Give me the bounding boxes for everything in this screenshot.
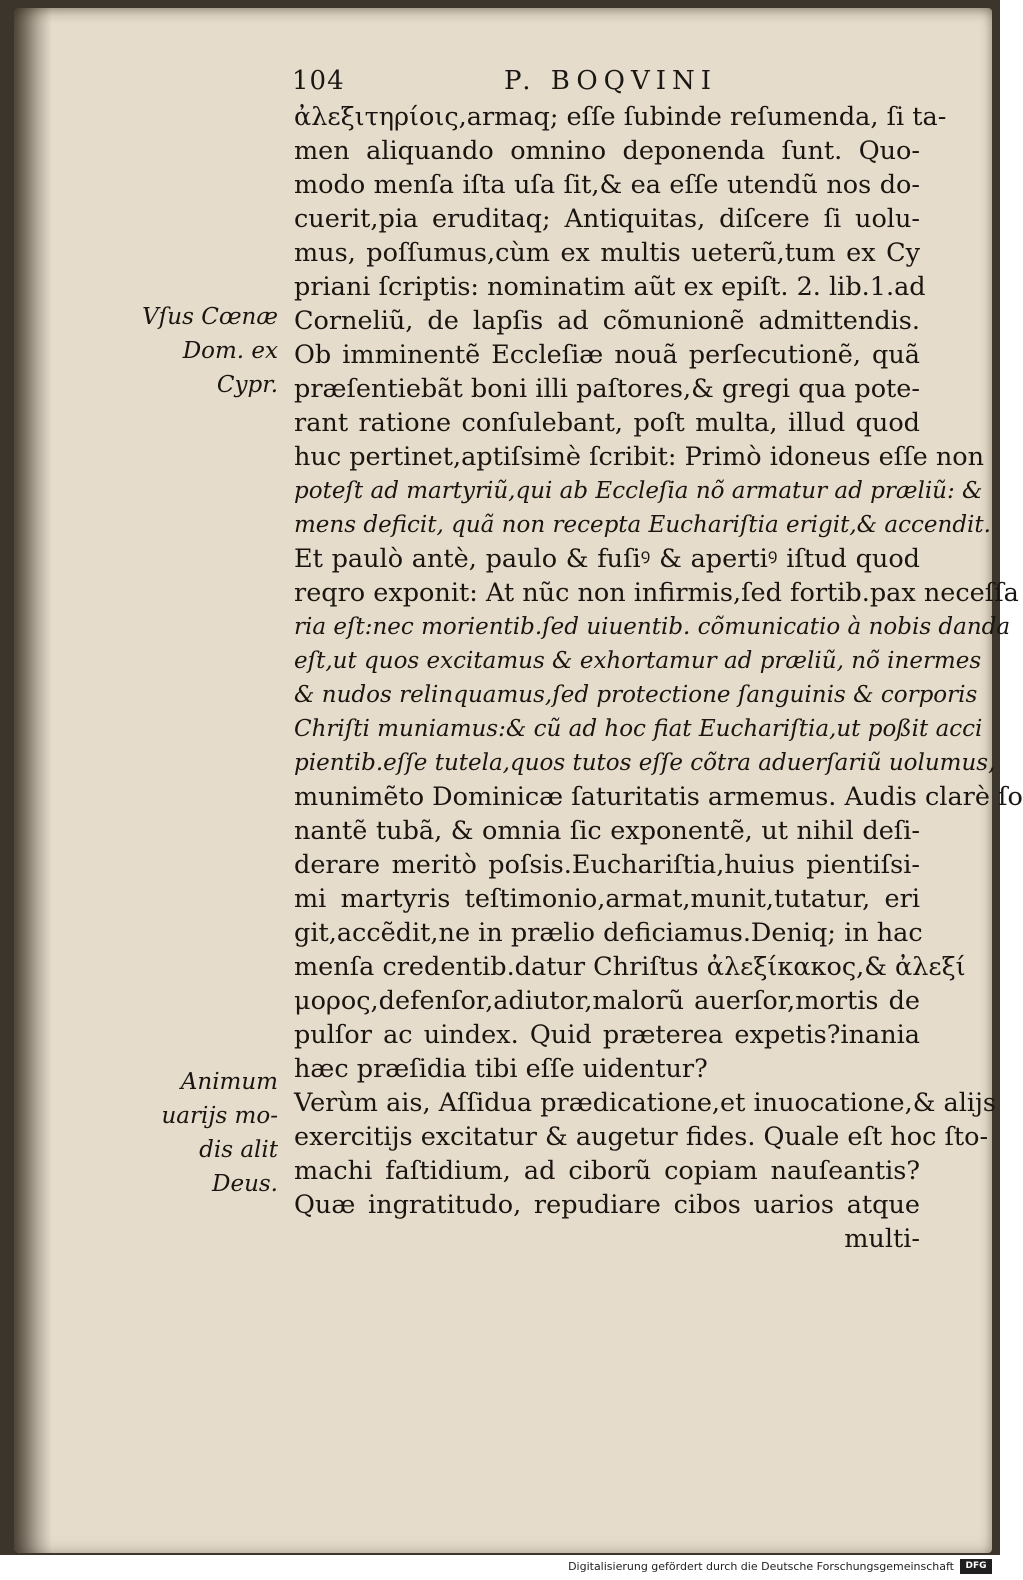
text-line: mi martyris teſtimonio,armat,munit,tutatur, eri bbox=[294, 884, 920, 914]
page-number: 104 bbox=[292, 66, 345, 96]
text-line: rant ratione conſulebant, poſt multa, illud quod bbox=[294, 408, 920, 438]
footer-credit: Digitalisierung gefördert durch die Deutsche Forschungsgemeinschaft bbox=[568, 1560, 954, 1573]
margin-note-line: Deus. bbox=[212, 1171, 278, 1197]
text-line: Verùm ais, Aſſidua prædicatione,et inuocatione,& alijs bbox=[294, 1088, 997, 1118]
text-line: exercitijs excitatur & augetur fides. Quale eſt hoc ſto- bbox=[294, 1122, 989, 1152]
text-line: cuerit,pia eruditaq; Antiquitas, diſcere ſi uolu- bbox=[294, 204, 920, 234]
text-line: mens deficit, quã non recepta Euchariſtia erigit,& accendit. bbox=[294, 512, 991, 538]
text-line: poteſt ad martyriũ,qui ab Eccleſia nõ armatur ad præliũ: & bbox=[294, 478, 983, 504]
text-line: eſt,ut quos excitamus & exhortamur ad præliũ, nõ inermes bbox=[294, 648, 982, 674]
text-line: ἀλεξιτηρίοις,armaq; eſſe ſubinde reſumenda, ſi ta- bbox=[294, 102, 947, 132]
text-line: Chriſti muniamus:& cũ ad hoc fiat Euchariſtia,ut poßit acci bbox=[294, 716, 983, 742]
margin-note-line: Cypr. bbox=[216, 372, 278, 398]
text-line: munimẽto Dominicæ ſaturitatis armemus. Audis clarè ſo bbox=[294, 782, 1023, 812]
text-line: derare meritò poſsis.Euchariſtia,huius pientiſsi- bbox=[294, 850, 920, 880]
text-line: git,accẽdit,ne in prælio deficiamus.Deniq; in hac bbox=[294, 918, 923, 948]
margin-note-animum bbox=[138, 1065, 278, 1201]
text-line: nantẽ tubã, & omnia ſic exponentẽ, ut nihil deſi- bbox=[294, 816, 920, 846]
margin-note-line: Dom. ex bbox=[182, 338, 278, 364]
text-line: modo menſa iſta uſa ſit,& ea eſſe utendũ nos do- bbox=[294, 170, 920, 200]
digitization-footer bbox=[0, 1555, 1000, 1580]
text-line: pientib.eſſe tutela,quos tutos eſſe cõtra aduerſariũ uolumus, bbox=[294, 750, 996, 776]
text-line: & nudos relinquamus,ſed protectione ſanguinis & corporis bbox=[294, 682, 978, 708]
text-line: men aliquando omnino deponenda ſunt. Quo- bbox=[294, 136, 920, 166]
running-head-title: P. BOQVINI bbox=[504, 66, 718, 96]
text-line: præſentiebãt boni illi paſtores,& gregi qua pote- bbox=[294, 374, 920, 404]
dfg-logo: DFG bbox=[960, 1559, 992, 1574]
text-line: pulſor ac uindex. Quid præterea expetis?inania bbox=[294, 1020, 920, 1050]
text-line: μορος,defenſor,adiutor,malorũ auerſor,mortis de bbox=[294, 986, 920, 1016]
text-line: mus, poſſumus,cùm ex multis ueterũ,tum ex Cy bbox=[294, 238, 920, 268]
text-line: hæc præſidia tibi eſſe uidentur? bbox=[294, 1054, 708, 1084]
text-line: reqro exponit: At nũc non infirmis,ſed fortib.pax neceſſa bbox=[294, 578, 1019, 608]
text-line: multi- bbox=[844, 1224, 920, 1254]
text-line: menſa credentib.datur Chriſtus ἀλεξίκακος,& ἀλεξί bbox=[294, 952, 966, 982]
text-line: ria eſt:nec morientib.ſed uiuentib. cõmunicatio à nobis danda bbox=[294, 614, 1011, 640]
text-line: huc pertinet,aptiſsimè ſcribit: Primò idoneus eſſe non bbox=[294, 442, 985, 472]
margin-note-line: dis alit bbox=[199, 1137, 278, 1163]
text-line: Quæ ingratitudo, repudiare cibos uarios atque bbox=[294, 1190, 920, 1220]
margin-note-line: Vſus Cœnæ bbox=[142, 304, 278, 330]
text-line: machi faſtidium, ad ciborũ copiam nauſeantis? bbox=[294, 1156, 920, 1186]
text-line: priani ſcriptis: nominatim aũt ex epiſt. 2. lib.1.ad bbox=[294, 272, 926, 302]
margin-note-usus-coenae bbox=[138, 300, 278, 402]
text-line: Corneliũ, de lapſis ad cõmunionẽ admittendis. bbox=[294, 306, 920, 336]
text-line: Ob imminentẽ Eccleſiæ nouã perſecutionẽ, quã bbox=[294, 340, 920, 370]
page-gutter-shadow bbox=[14, 8, 52, 1553]
text-line: Et paulò antè, paulo & fuſiꝰ & apertiꝰ iſtud quod bbox=[294, 544, 920, 574]
margin-note-line: Animum bbox=[180, 1069, 278, 1095]
margin-note-line: uarijs mo- bbox=[161, 1103, 278, 1129]
